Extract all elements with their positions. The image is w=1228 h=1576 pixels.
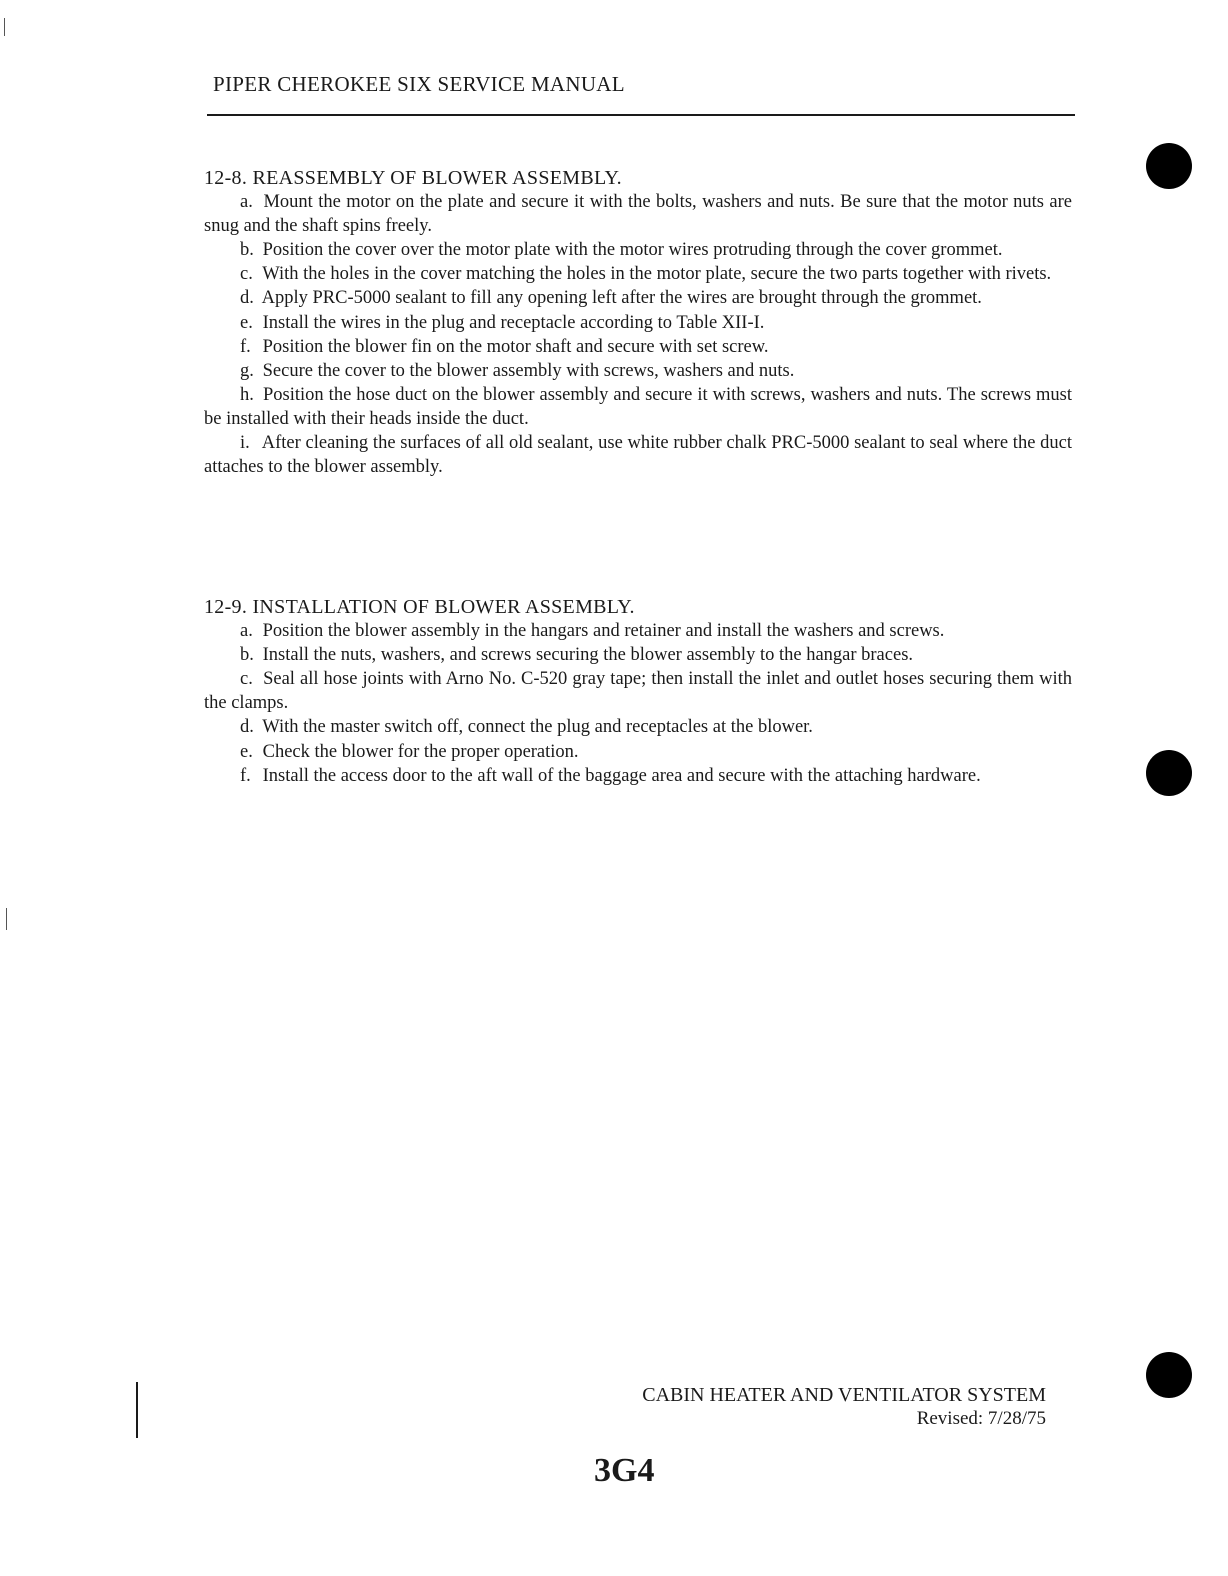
step-letter: a. [240,621,253,642]
step-text: With the master switch off, connect the plug and receptacles at the blower. [262,717,813,738]
step-item [204,262,1072,286]
step-text: Install the nuts, washers, and screws securing the blower assembly to the hangar braces. [262,645,914,666]
step-item [204,238,1072,262]
step-item [204,643,1072,667]
step-text: Install the access door to the aft wall of the baggage area and secure with the attaching hardware. [262,765,981,786]
step-item [204,359,1072,383]
section-installation [204,595,1072,788]
punch-hole-top [1146,143,1192,189]
step-item [204,431,1072,479]
revision-bar [136,1382,138,1438]
step-letter: c. [240,669,253,690]
step-item [204,383,1072,431]
step-letter: a. [240,192,253,213]
scan-edge-mark [6,908,7,930]
step-item [204,715,1072,739]
step-text: Position the blower fin on the motor shaft and secure with set screw. [262,336,769,357]
step-item [204,311,1072,335]
step-text: Secure the cover to the blower assembly with screws, washers and nuts. [262,360,795,381]
step-text: Position the cover over the motor plate with the motor wires protruding through the cover grommet. [262,240,1003,261]
step-text: Position the blower assembly in the hangars and retainer and install the washers and screws. [262,621,945,642]
revision-date: Revised: 7/28/75 [916,1408,1046,1429]
section-title: 12-9. INSTALLATION OF BLOWER ASSEMBLY. [204,596,635,618]
step-item [204,619,1072,643]
step-letter: f. [240,336,251,357]
header-rule [207,114,1075,116]
step-item [204,667,1072,715]
step-text: Mount the motor on the plate and secure it with the bolts, washers and nuts. Be sure that the motor nuts are snug and the shaft spins freely. [204,192,1073,237]
step-item [204,286,1072,310]
step-text: Seal all hose joints with Arno No. C-520 gray tape; then install the inlet and outlet hoses securing them with the clamps. [204,669,1072,714]
step-text: Position the hose duct on the blower assembly and secure it with screws, washers and nuts. The screws must be installed with their heads inside the duct. [204,384,1073,429]
step-letter: b. [240,240,254,261]
page-code: 3G4 [594,1452,655,1489]
step-letter: b. [240,645,254,666]
step-item [204,740,1072,764]
step-letter: c. [240,264,253,285]
punch-hole-bottom [1146,1352,1192,1398]
step-text: After cleaning the surfaces of all old sealant, use white rubber chalk PRC-5000 sealant to seal where the duct attaches to the blower assembly. [204,433,1072,478]
step-item [204,190,1072,238]
step-item [204,335,1072,359]
step-item [204,764,1072,788]
step-list [204,190,1072,479]
step-list [204,619,1072,788]
step-letter: d. [240,288,254,309]
punch-hole-middle [1146,750,1192,796]
manual-title: PIPER CHEROKEE SIX SERVICE MANUAL [213,72,625,96]
section-title: 12-8. REASSEMBLY OF BLOWER ASSEMBLY. [204,167,622,189]
step-letter: e. [240,312,253,333]
section-reassembly [204,166,1072,479]
step-letter: g. [240,360,254,381]
step-letter: i. [240,433,250,454]
step-letter: e. [240,741,253,762]
step-text: Apply PRC-5000 sealant to fill any opening left after the wires are brought through the grommet. [261,288,982,309]
scan-edge-mark [4,18,5,36]
step-text: With the holes in the cover matching the holes in the motor plate, secure the two parts together with rivets. [262,264,1052,285]
step-text: Install the wires in the plug and receptacle according to Table XII-I. [262,312,765,333]
step-text: Check the blower for the proper operation. [262,741,579,762]
step-letter: f. [240,765,251,786]
step-letter: d. [240,717,254,738]
step-letter: h. [240,384,254,405]
chapter-title: CABIN HEATER AND VENTILATOR SYSTEM [642,1384,1046,1406]
